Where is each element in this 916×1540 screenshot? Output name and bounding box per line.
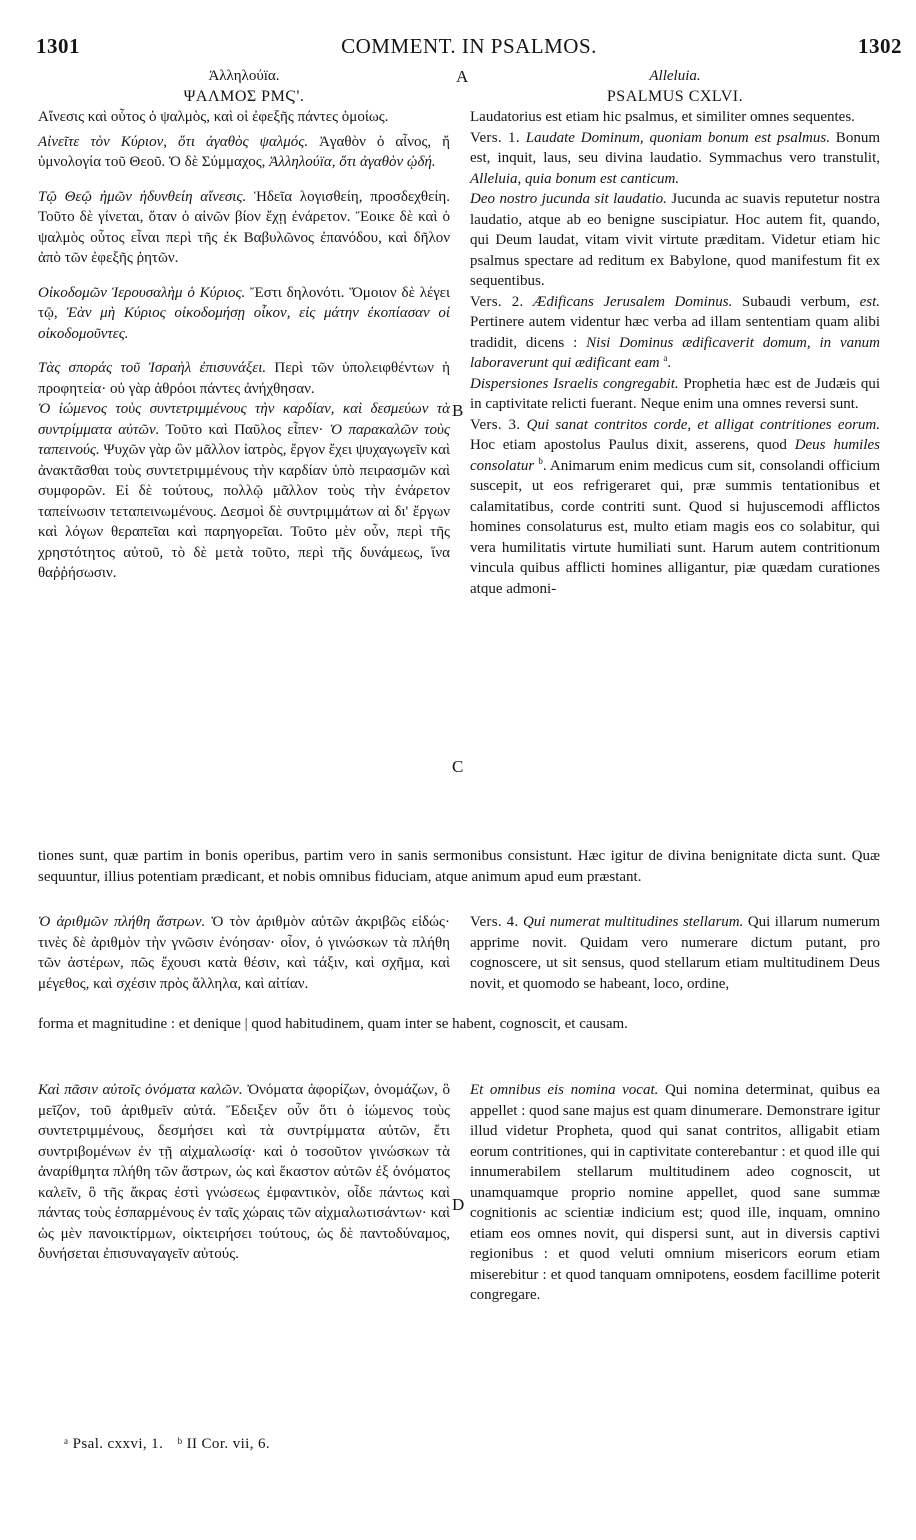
verse-label: Vers. 1. <box>470 129 520 146</box>
greek-heading-psalm: ΨΑΛΜΟΣ ΡΜϚ'. <box>183 87 305 105</box>
latin-lemma: Qui numerat multitudines stellarum. <box>522 914 744 930</box>
latin-commentary: Pertinere autem videntur hæc verba ad illam sententiam quam alibi tradidit, dicens : <box>470 314 880 351</box>
greek-verse-4b <box>38 1080 450 1265</box>
full-width-continuation-2 <box>38 1014 880 1035</box>
footnote-b: ᵇ II Cor. vii, 6. <box>177 1436 271 1452</box>
greek-commentary: Περὶ τῶν ὑπολειφθέντων ἡ προφητεία· οὐ γὰρ ἀθρόοι πάντες ἀνήχθησαν. <box>38 360 450 397</box>
greek-lemma: Καὶ πᾶσιν αὐτοῖς ὀνόματα καλῶν. <box>38 1082 243 1098</box>
footnote-ref-b: b <box>538 455 543 466</box>
page-number-left: 1301 <box>36 34 80 58</box>
latin-verse-1 <box>470 128 880 190</box>
latin-lemma: Ædificans Jerusalem Dominus. <box>533 293 733 310</box>
greek-verse-4 <box>38 912 450 994</box>
greek-commentary: Ψυχῶν γὰρ ὢν μᾶλλον ἰατρὸς, ἔργον ἔχει ψυχαγωγεῖν καὶ ἀνακτᾶσθαι τοὺς συντετριμμένους τὴν καρδίαν ὑπὸ πειρασμῶν καὶ συμφορῶν. Εἰ δὲ τούτους, πολλῷ μᾶλλον τοὺς τὴν ἐνάρετον ταπείνωσιν τεταπεινωμένους. Δεσμοὶ δὲ συντριμμάτων αἱ δι' ἔργων καὶ λόγων θεραπεῖαι καὶ παρηγορεῖαι. Τοῦτο μὲν οὖν, περὶ τῆς χρηστότητος αὐτοῦ, τὸ δὲ μετὰ τοῦτο, περὶ τῆς δυνάμεως, ἵνα θαῤῥήσωσιν. <box>38 442 450 581</box>
greek-heading-alleluia: Ἀλληλούïα. <box>208 68 280 84</box>
greek-lemma: Τὰς σποράς τοῦ Ἰσραὴλ ἐπισυνάξει. <box>38 360 267 376</box>
latin-alleluia-text: Alleluia. <box>649 68 701 84</box>
latin-verse-4b <box>470 1080 880 1306</box>
greek-commentary: Ὁ τὸν ἀριθμὸν αὐτῶν ἀκριβῶς εἰδώς· τινὲς δὲ ἀριθμὸν τὴν γνῶσιν ἐνόησαν· οἷον, ὁ γινώσκων τὰ πλήθη τῶν ἀστέρων, πῶς ἔχουσι κατὰ θέσιν, καὶ τάξιν, καὶ σχῆμα, καὶ μέγεθος, καὶ σχέσιν πρὸς ἄλληλα, καὶ αἰτίαν. <box>38 914 450 992</box>
greek-lemma: Αἰνεῖτε τὸν Κύριον, ὅτι ἀγαθὸς ψαλμός. <box>38 133 309 150</box>
greek-quote: Ὁ παρακαλῶν τοὺς ταπεινούς. <box>38 421 450 458</box>
greek-commentary: Ἔστι δηλονότι. Ὅμοιον δὲ λέγει τῷ, <box>38 284 450 321</box>
latin-lemma: Qui sanat contritos corde, et alligat contritiones eorum. <box>526 416 881 433</box>
greek-verse-1b <box>38 187 450 269</box>
full-width-continuation-1 <box>38 846 880 887</box>
latin-symmachus: Alleluia, quia bonum est canticum. <box>470 170 680 187</box>
latin-lemma: Laudate Dominum, quoniam bonum est psalmus. <box>525 129 830 146</box>
latin-lemma: Et omnibus eis nomina vocat. <box>470 1082 659 1098</box>
latin-commentary: Qui illarum numerum apprime novit. Quidam vero numerare dictum putant, pro cognoscere, ut sit sensus, quod stellarum etiam multitudinem Deus novit, et quomodo se habeant, loco, ordine, <box>470 914 881 992</box>
greek-lemma: Ὁ ἰώμενος τοὺς συντετριμμένους τὴν καρδίαν, καὶ δεσμεύων τὰ συντρίμματα αὐτῶν. <box>38 401 450 438</box>
latin-verse-2: Vers. 2. Ædificans Jerusalem Dominus. Subaudi verbum, est. Pertinere autem videntur hæc verba ad illam sententiam quam alibi tradidit, dicens : Nisi Dominus ædificaverit domum, in vanum laboraverunt qui ædificant eam $^a$. <box>470 293 881 371</box>
greek-column-lower <box>38 1080 450 1265</box>
latin-verse-3: Vers. 3. Qui sanat contritos corde, et alligat contritiones eorum. Hoc etiam apostolus Paulus dixit, asserens, quod Deus humiles consolatur $^b$. Animarum enim medicus cum sit, consolandi officium suscepit, ut eos refrigeraret qui, præ summis tentationibus et calamitatibus, corde contriti sunt. Quod si hujuscemodi afflictos homines consolaturus est, multo etiam magis eos co solabitur, qui vera humilitatis virtute humiliati sunt. Harum autem contritionum vincula quibus afflicti homines alligantur, piæ quædam curationes atque admoni- <box>470 416 881 597</box>
footnote-ref-a: a <box>663 353 668 363</box>
running-head <box>36 34 902 60</box>
footnotes <box>64 1436 280 1453</box>
latin-commentary: Prophetia hæc est de Judæis qui in captivitate relicti fuerant. Neque enim una omnes reversi sunt. <box>470 375 880 412</box>
greek-verse-3 <box>38 399 450 584</box>
margin-marker-a: A <box>456 67 469 86</box>
greek-column-upper <box>38 66 450 584</box>
latin-verse-4 <box>470 912 880 994</box>
greek-column-middle <box>38 912 450 994</box>
greek-lemma: Οἰκοδομῶν Ἱερουσαλὴμ ὁ Κύριος. <box>38 284 246 301</box>
latin-quote: Deus humiles consolatur <box>470 437 880 474</box>
latin-commentary: Animarum enim medicus cum sit, consolandi officium suscepit, ut eos refrigeraret qui, præ summis tentationibus et calamitatibus, corde contriti sunt. Quod si hujuscemodi afflictos homines consolaturus est, multo etiam magis eos co solabitur, qui vera humilitatis virtute humiliati sunt. Harum autem contritionum vincula quibus afflicti homines alligantur, piæ quædam curationes atque admoni- <box>470 457 880 597</box>
latin-column-upper <box>470 66 880 599</box>
running-title: COMMENT. IN PSALMOS. <box>341 34 597 58</box>
latin-heading-alleluia <box>470 66 880 87</box>
greek-commentary: Ἡδεῖα λογισθείη, προσδεχθείη. Τοῦτο δὲ γίνεται, ὅταν ὁ αἰνῶν βίον ἔχῃ ἐνάρετον. Ἔοικε δὲ καὶ ὁ ψαλμὸς οὗτος εἶναι περὶ τῆς ἐκ Βαβυλῶνος ἐπανόδου, καὶ δῆλον ἀπὸ τῶν ἐφεξῆς ῥητῶν. <box>38 188 450 266</box>
latin-commentary: Qui nomina determinat, quibus ea appellet : quod sane majus est quam dinumerare. Demonstrare igitur illud videtur Propheta, quod qui sanat contritos, alligabit etiam eorum contritiones, qui in captivitate conterebantur : et quod ille qui innumerabilem stellarum multitudinem adeo cognoscit, ut unamquamque proprio nomine appellet, quod sane summæ cognitionis ac scientiæ indicium est; quod ille, inquam, omnino etiam eos omnes novit, qui dispersi sunt, aut in diversis captivi regionibus : et quod veluti omnium misericors eorum etiam miserebitur : et quod tanquam omnipotens, eosdem facillime poterit congregare. <box>470 1082 880 1303</box>
latin-verse-1b <box>470 189 880 292</box>
greek-verse-1 <box>38 132 450 173</box>
margin-marker-b: B <box>452 401 464 420</box>
latin-lemma: Dispersiones Israelis congregabit. <box>470 375 679 392</box>
latin-column-middle <box>470 912 880 994</box>
latin-commentary: Jucunda ac suavis reputetur nostra laudatio, atque ab eo benigne suscipiatur. Hoc autem fit, quando, qui Deum laudat, vitam vivit virtute præditam. Videtur etiam hic psalmus spectare ad reditum ex Babylone, quod manifestum fit ex sequentibus. <box>470 191 880 289</box>
greek-commentary: Ἀγαθὸν ὁ αἶνος, ἤ ὑμνολογία τοῦ Θεοῦ. Ὁ δὲ Σύμμαχος, <box>38 133 450 170</box>
greek-verse-2 <box>38 283 450 345</box>
page-number-right: 1302 <box>858 34 902 58</box>
continuation-text: forma et magnitudine : et denique | quod habitudinem, quam inter se habent, cognoscit, et causam. <box>38 1016 628 1032</box>
greek-lemma: Ὁ ἀριθμῶν πλήθη ἄστρων. <box>38 914 206 930</box>
latin-commentary: Hoc etiam apostolus Paulus dixit, asserens, quod <box>470 437 795 453</box>
verse-label: Vers. 2. <box>470 293 524 310</box>
greek-verse-2b <box>38 358 450 399</box>
latin-intro: Laudatorius est etiam hic psalmus, et similiter omnes sequentes. <box>470 109 855 125</box>
latin-lemma: Deo nostro jucunda sit laudatio. <box>470 191 667 207</box>
latin-commentary: Bonum est, inquit, laus, seu divina laudatio. Symmachus vero transtulit, <box>470 129 880 166</box>
margin-marker-d: D <box>452 1195 465 1214</box>
greek-symmachus: Ἀλληλούïα, ὅτι ἀγαθὸν ᾠδή. <box>269 154 436 170</box>
greek-commentary: Τοῦτο καὶ Παῦλος εἶπεν· <box>159 421 330 438</box>
greek-lemma: Τῷ Θεῷ ἡμῶν ἡδυνθείη αἴνεσις. <box>38 188 247 205</box>
greek-intro: Αἴνεσις καὶ οὗτος ὁ ψαλμὸς, καὶ οἱ ἐφεξῆς πάντες ὁμοίως. <box>38 109 389 125</box>
latin-est: est. <box>859 293 881 310</box>
greek-quote: Ἐὰν μὴ Κύριος οἰκοδομήσῃ οἶκον, εἰς μάτην ἐκοπίασαν οἱ οἰκοδομοῦντες. <box>38 305 450 342</box>
greek-commentary: Ὀνόματα ἀφορίζων, ὀνομάζων, ὃ μεῖζον, τοῦ ἀριθμεῖν αὐτά. Ἔδειξεν οὖν ὅτι ὁ ἰώμενος τοὺς συντετριμμένους, δεσμήσει καὶ τὰ συντρίμματα αὐτῶν, ἔτι συντριβομένων ἐν τῇ αἰχμαλωσίᾳ· καὶ ὁ τοσοῦτον γινώσκων τὰ ἀναρίθμητα πλήθη τῶν ἄστρων, ὡς καὶ ἕκαστον αὐτῶν ἐξ ὀνόματος καλεῖν, ὃ τῆς ἄκρας ἐστὶ γνώσεως ἐμφαντικὸν, οἶδε πάντως καὶ πάντας τοὺς ἐσπαρμένους ἐν ταῖς χώραις τῶν αἰχμαλωτισάντων· καὶ ὡς μὲν πανοικτίρμων, οἰκτειρήσει τούτους, ὡς δὲ παντοδύναμος, δυνήσεται ἐπισυναγαγεῖν αὐτούς. <box>38 1082 450 1262</box>
latin-commentary: Subaudi verbum, <box>732 293 860 310</box>
margin-marker-c: C <box>452 757 464 776</box>
latin-column-lower <box>470 1080 880 1306</box>
latin-verse-2b <box>470 374 880 415</box>
continuation-text: tiones sunt, quæ partim in bonis operibus, partim vero in sanis sermonibus consistunt. Hæc igitur de divina benignitate dicta sunt. Quæ sequuntur, illius potentiam prædicant, et nobis omnibus fiduciam, atque animum apud eum præstant. <box>38 848 880 885</box>
latin-heading-psalm: PSALMUS CXLVI. <box>606 87 744 105</box>
latin-quote: Nisi Dominus ædificaverit domum, in vanum laboraverunt qui ædificant eam <box>470 334 881 371</box>
footnote-a: ᵃ Psal. cxxvi, 1. <box>64 1436 164 1452</box>
verse-label: Vers. 4. <box>470 914 519 930</box>
verse-label: Vers. 3. <box>470 416 521 433</box>
